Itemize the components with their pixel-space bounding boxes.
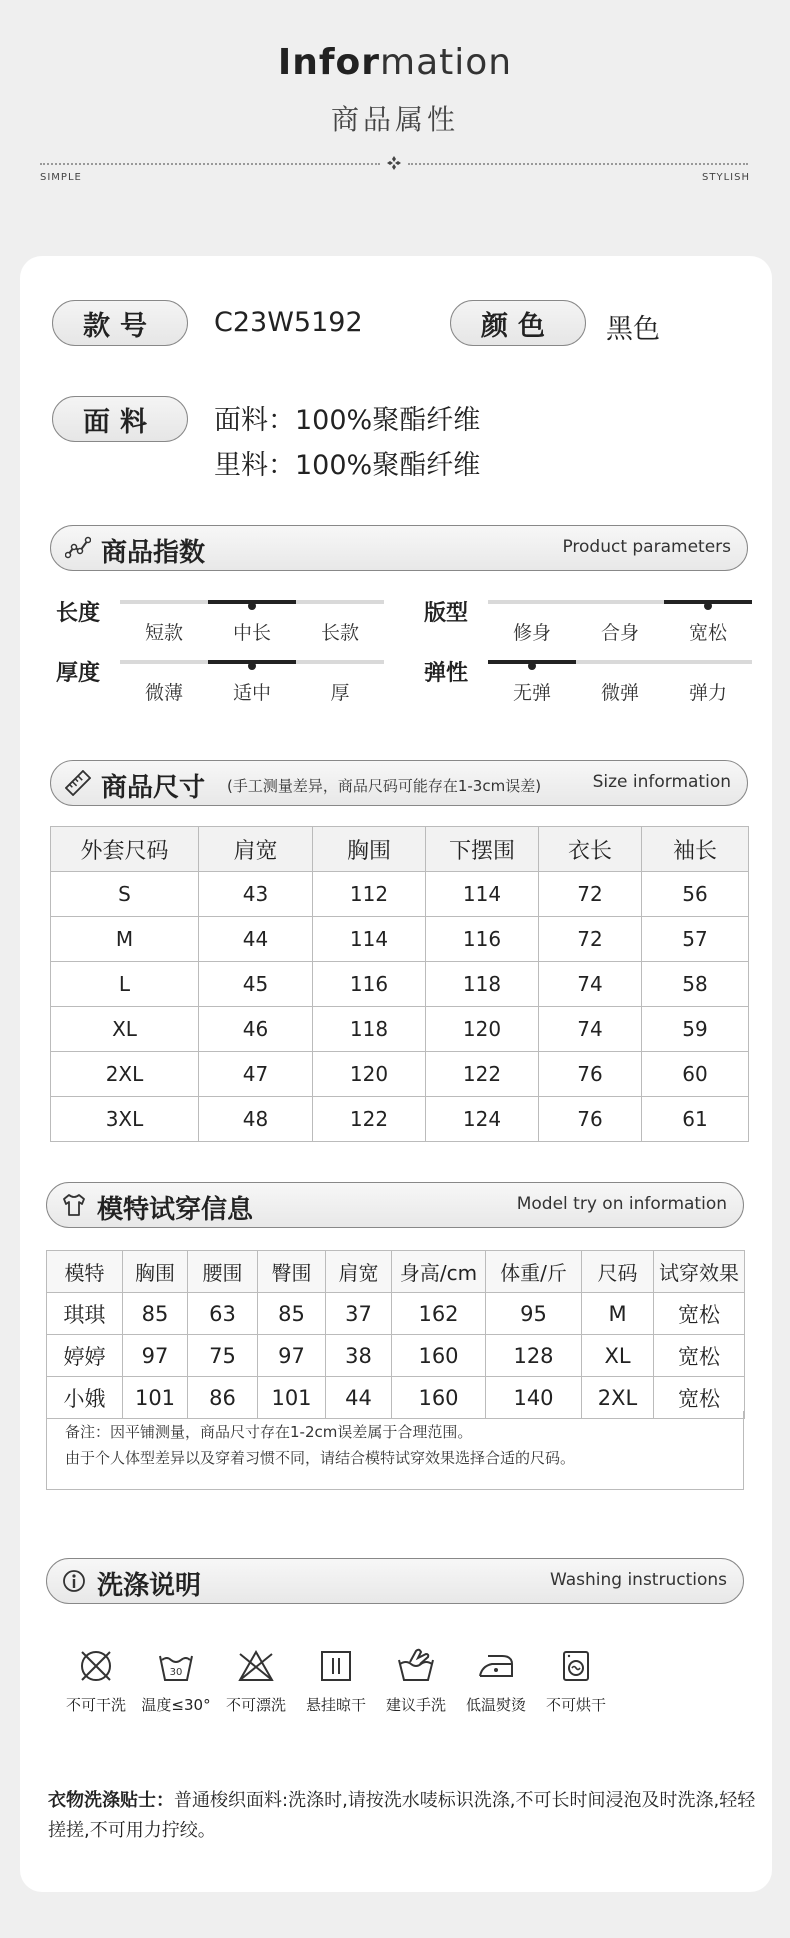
trend-line-icon	[65, 535, 91, 561]
table-cell: 38	[326, 1335, 392, 1377]
table-cell: 85	[123, 1293, 188, 1335]
size-title: 商品尺寸	[101, 773, 206, 803]
table-cell: 101	[123, 1377, 188, 1419]
tshirt-icon	[61, 1192, 87, 1218]
table-header-cell: 肩宽	[326, 1251, 392, 1293]
table-cell: XL	[51, 1007, 199, 1052]
table-header-cell: 腰围	[188, 1251, 258, 1293]
model-table	[46, 1250, 745, 1419]
table-cell: 宽松	[654, 1335, 745, 1377]
table-cell: M	[582, 1293, 654, 1335]
wash-item-label: 不可干洗	[65, 1696, 126, 1714]
table-row	[51, 1007, 749, 1052]
index-option: 微弹	[600, 682, 639, 704]
table-cell: XL	[582, 1335, 654, 1377]
table-cell: 宽松	[654, 1377, 745, 1419]
table-cell: 86	[188, 1377, 258, 1419]
size-table	[50, 826, 749, 1142]
table-cell: 160	[392, 1335, 486, 1377]
fabric-outer: 面料：100%聚酯纤维	[214, 405, 481, 436]
table-cell: 72	[539, 917, 642, 962]
divider-left	[40, 163, 380, 165]
table-header-cell: 试穿效果	[654, 1251, 745, 1293]
table-cell: 45	[199, 962, 313, 1007]
table-cell: 2XL	[51, 1052, 199, 1097]
index-option: 无弹	[512, 682, 551, 704]
table-cell: 114	[426, 872, 539, 917]
index-label: 弹性	[424, 661, 469, 686]
table-cell: 46	[199, 1007, 313, 1052]
model-title: 模特试穿信息	[97, 1195, 254, 1225]
index-option: 长款	[320, 622, 359, 644]
page-title	[0, 42, 790, 83]
table-header-cell: 体重/斤	[486, 1251, 582, 1293]
index-marker-dot	[248, 602, 256, 610]
table-cell: 128	[486, 1335, 582, 1377]
table-cell: 47	[199, 1052, 313, 1097]
table-cell: 120	[426, 1007, 539, 1052]
table-cell: 74	[539, 962, 642, 1007]
table-cell: 114	[313, 917, 426, 962]
index-label: 厚度	[56, 661, 101, 686]
wash-item-label: 不可烘干	[545, 1696, 606, 1714]
title-light: mation	[380, 42, 513, 83]
table-cell: 75	[188, 1335, 258, 1377]
index-marker-dot	[248, 662, 256, 670]
table-cell: S	[51, 872, 199, 917]
svg-text:30: 30	[169, 1667, 183, 1678]
index-option: 适中	[232, 682, 271, 704]
table-cell: 44	[199, 917, 313, 962]
style-no-value: C23W5192	[214, 307, 363, 338]
table-cell: 44	[326, 1377, 392, 1419]
table-cell: 60	[642, 1052, 749, 1097]
model-table-body	[47, 1293, 745, 1419]
index-marker-dot	[528, 662, 536, 670]
size-table-body	[51, 872, 749, 1142]
table-cell: 85	[258, 1293, 326, 1335]
fabric-lining: 里料：100%聚酯纤维	[214, 450, 481, 481]
wash-title-en: Washing instructions	[549, 1570, 727, 1590]
table-row	[51, 962, 749, 1007]
table-header-cell: 尺码	[582, 1251, 654, 1293]
index-option: 微薄	[144, 682, 183, 704]
table-cell: 118	[426, 962, 539, 1007]
table-cell: 58	[642, 962, 749, 1007]
table-header-cell: 外套尺码	[51, 827, 199, 872]
table-header-cell: 肩宽	[199, 827, 313, 872]
table-cell: 小娥	[47, 1377, 123, 1419]
index-label: 长度	[56, 601, 101, 626]
index-option: 宽松	[688, 622, 727, 644]
table-cell: 124	[426, 1097, 539, 1142]
model-section-header	[46, 1182, 744, 1228]
wash-title: 洗涤说明	[97, 1571, 202, 1601]
table-cell: 122	[426, 1052, 539, 1097]
ruler-icon	[65, 770, 91, 796]
tips-label: 衣物洗涤贴士：	[48, 1790, 174, 1811]
table-cell: 43	[199, 872, 313, 917]
wash-item-label: 建议手洗	[385, 1696, 446, 1714]
table-cell: 宽松	[654, 1293, 745, 1335]
index-option: 厚	[330, 682, 350, 704]
tag-simple: SIMPLE	[40, 172, 82, 183]
divider-right	[408, 163, 748, 165]
table-cell: 97	[123, 1335, 188, 1377]
table-cell: 118	[313, 1007, 426, 1052]
index-marker-dot	[704, 602, 712, 610]
table-cell: 116	[313, 962, 426, 1007]
table-row	[51, 1097, 749, 1142]
table-cell: 101	[258, 1377, 326, 1419]
table-cell: 3XL	[51, 1097, 199, 1142]
table-row	[47, 1335, 745, 1377]
color-label: 颜色	[450, 300, 586, 346]
table-cell: 140	[486, 1377, 582, 1419]
table-cell: 122	[313, 1097, 426, 1142]
model-table-header	[47, 1251, 745, 1293]
no-tumble-dry-icon	[528, 1646, 624, 1686]
size-note: (手工测量差异，商品尺码可能存在1-3cm误差)	[227, 777, 542, 795]
index-option: 弹力	[688, 682, 727, 704]
index-title: 商品指数	[101, 538, 206, 568]
table-cell: 63	[188, 1293, 258, 1335]
table-cell: 74	[539, 1007, 642, 1052]
table-cell: 162	[392, 1293, 486, 1335]
table-cell: 76	[539, 1097, 642, 1142]
size-title-en: Size information	[592, 772, 731, 792]
table-cell: 112	[313, 872, 426, 917]
diamond-cross-icon	[386, 155, 402, 171]
tips-text: 普通梭织面料:洗涤时,请按洗水唛标识洗涤,不可长时间浸泡及时洗涤,轻轻搓搓,不可用力拧绞。	[48, 1790, 756, 1841]
title-bold: Infor	[277, 42, 381, 83]
table-cell: 72	[539, 872, 642, 917]
table-cell: 97	[258, 1335, 326, 1377]
table-row	[47, 1293, 745, 1335]
table-cell: M	[51, 917, 199, 962]
model-title-en: Model try on information	[516, 1194, 727, 1214]
wash-item-label: 不可漂洗	[225, 1696, 286, 1714]
table-header-cell: 袖长	[642, 827, 749, 872]
table-cell: 琪琪	[47, 1293, 123, 1335]
table-cell: 95	[486, 1293, 582, 1335]
index-section-header	[50, 525, 748, 571]
table-header-cell: 臀围	[258, 1251, 326, 1293]
size-table-header	[51, 827, 749, 872]
table-row	[51, 1052, 749, 1097]
table-row	[51, 872, 749, 917]
page-subtitle: 商品属性	[330, 103, 459, 136]
info-icon	[61, 1568, 87, 1594]
index-option: 中长	[232, 622, 271, 644]
remark-line-2: 由于个人体型差异以及穿着习惯不同，请结合模特试穿效果选择合适的尺码。	[65, 1449, 576, 1467]
table-cell: 2XL	[582, 1377, 654, 1419]
index-option: 短款	[144, 622, 183, 644]
table-header-cell: 胸围	[123, 1251, 188, 1293]
table-header-cell: 身高/cm	[392, 1251, 486, 1293]
wash-tips	[48, 1786, 760, 1846]
size-section-header	[50, 760, 748, 806]
table-header-cell: 衣长	[539, 827, 642, 872]
wash-item	[528, 1646, 624, 1715]
remark-line-1: 备注：因平铺测量，商品尺寸存在1-2cm误差属于合理范围。	[65, 1423, 473, 1441]
table-cell: 37	[326, 1293, 392, 1335]
table-cell: 61	[642, 1097, 749, 1142]
index-option: 合身	[600, 622, 639, 644]
table-cell: 116	[426, 917, 539, 962]
table-cell: 120	[313, 1052, 426, 1097]
style-no-label: 款号	[52, 300, 188, 346]
wash-item-label: 低温熨烫	[465, 1696, 526, 1714]
wash-item-label: 悬挂晾干	[305, 1696, 366, 1714]
table-row	[51, 917, 749, 962]
wash-section-header	[46, 1558, 744, 1604]
table-cell: 160	[392, 1377, 486, 1419]
table-cell: 婷婷	[47, 1335, 123, 1377]
table-cell: 57	[642, 917, 749, 962]
table-cell: L	[51, 962, 199, 1007]
tag-stylish: STYLISH	[702, 172, 750, 183]
color-value: 黑色	[606, 314, 660, 345]
index-option: 修身	[512, 622, 551, 644]
wash-item-label: 温度≤30°	[141, 1696, 211, 1714]
table-header-cell: 下摆围	[426, 827, 539, 872]
table-cell: 76	[539, 1052, 642, 1097]
fabric-label: 面料	[52, 396, 188, 442]
table-header-cell: 胸围	[313, 827, 426, 872]
model-remark	[46, 1411, 744, 1490]
table-cell: 56	[642, 872, 749, 917]
index-title-en: Product parameters	[562, 537, 731, 557]
index-label: 版型	[424, 601, 469, 626]
table-cell: 48	[199, 1097, 313, 1142]
table-header-cell: 模特	[47, 1251, 123, 1293]
table-cell: 59	[642, 1007, 749, 1052]
